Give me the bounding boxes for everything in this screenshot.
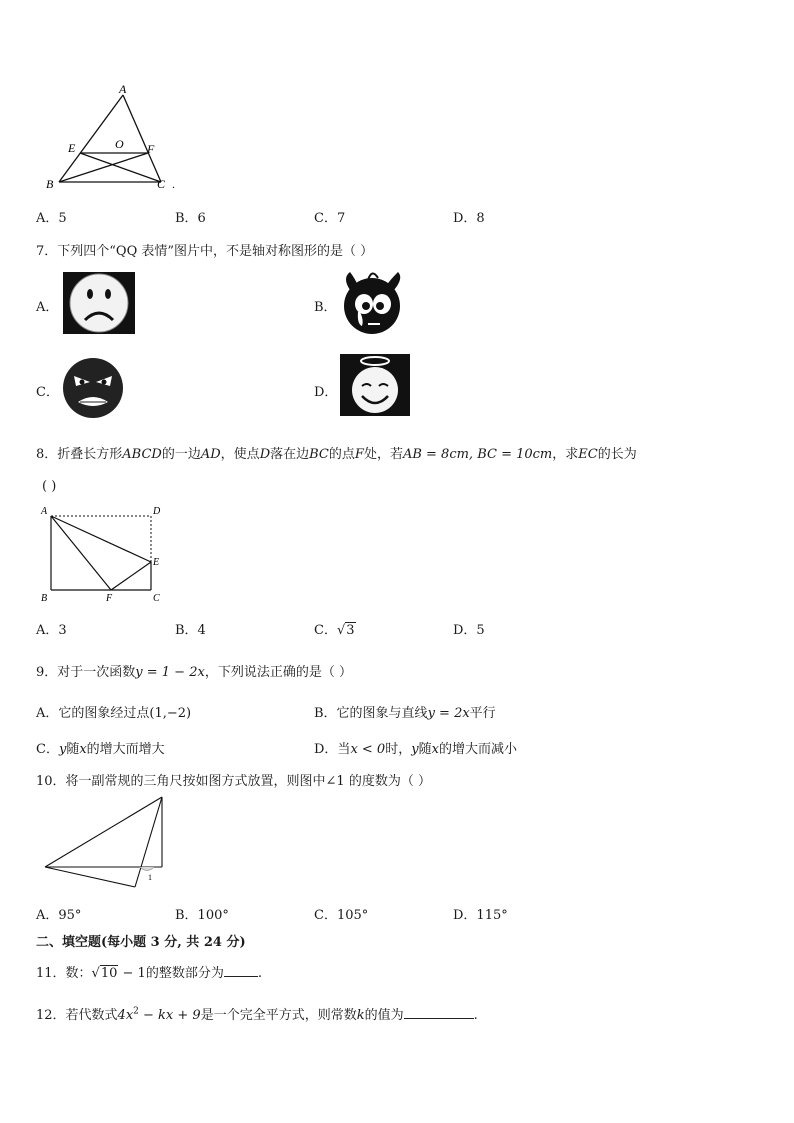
q10-option-d[interactable]: D．115° bbox=[453, 908, 508, 923]
q12-pre: 12．若代数式 bbox=[36, 1008, 118, 1023]
q12-sup: 2 bbox=[133, 1006, 139, 1017]
q11-radicand: 10 bbox=[100, 966, 118, 981]
q9-option-d-mid2: 随 bbox=[418, 742, 432, 757]
q8-label-F: F bbox=[106, 593, 113, 604]
q12-end: . bbox=[473, 1008, 478, 1023]
q12-mid: 是一个完全平方式，则常数 bbox=[200, 1008, 357, 1023]
q8-mid3: 落在边 bbox=[270, 447, 310, 462]
q6-label-B: B bbox=[46, 177, 54, 191]
q7-option-a-label[interactable]: A． bbox=[36, 300, 59, 315]
q9-option-d-y: y bbox=[411, 742, 419, 757]
q12-expr2: − kx + 9 bbox=[138, 1008, 201, 1023]
q10-stem: 10．将一副常规的三角尺按如图方式放置，则图中∠1 的度数为（ ） bbox=[36, 774, 431, 789]
q10-set-squares-figure bbox=[40, 790, 170, 890]
q11-post: 的整数部分为 bbox=[145, 966, 224, 981]
q9-option-d[interactable] bbox=[314, 738, 517, 757]
q8-option-b[interactable]: B．4 bbox=[175, 623, 206, 638]
q6-label-O: O bbox=[115, 137, 124, 151]
q8-tail: 的长为 bbox=[597, 447, 637, 462]
q6-label-dot: . bbox=[172, 177, 175, 191]
q9-option-d-x: x bbox=[431, 742, 439, 757]
q12-expr1: 4x bbox=[117, 1008, 134, 1023]
q11-end: . bbox=[257, 966, 262, 981]
q6-option-b[interactable]: B．6 bbox=[175, 211, 206, 226]
q12-k: k bbox=[356, 1008, 365, 1023]
q8-label-B: B bbox=[41, 593, 48, 604]
q9-option-d-mid: 时， bbox=[385, 742, 412, 757]
q8-option-a[interactable]: A．3 bbox=[36, 623, 67, 638]
q9-option-b-text: B．它的图象与直线 bbox=[314, 706, 428, 721]
q9-option-c[interactable] bbox=[36, 738, 165, 757]
q11 bbox=[36, 962, 262, 981]
q12-answer-blank[interactable] bbox=[404, 1006, 474, 1019]
q10-option-a[interactable]: A．95° bbox=[36, 908, 82, 923]
q8-sqrt-value: 3 bbox=[346, 623, 355, 638]
q6-label-F: F bbox=[147, 142, 155, 156]
q9-option-d-post: 的增大而减小 bbox=[438, 742, 517, 757]
q8-label-D: D bbox=[153, 506, 161, 517]
q8-option-c-label: C． bbox=[314, 623, 337, 638]
q9-function: y = 1 − 2x bbox=[135, 665, 205, 680]
q8-mid2: ，使点 bbox=[220, 447, 260, 462]
q8-mid6: ，求 bbox=[552, 447, 579, 462]
q6-triangle-figure bbox=[40, 80, 190, 195]
q12-post: 的值为 bbox=[364, 1008, 404, 1023]
q8-label-C: C bbox=[153, 593, 160, 604]
q8-cond: AB = 8cm, BC = 10cm bbox=[402, 447, 553, 462]
q6-option-c[interactable]: C．7 bbox=[314, 211, 346, 226]
q7-option-d-label[interactable]: D． bbox=[314, 385, 338, 400]
q11-answer-blank[interactable] bbox=[224, 964, 258, 977]
q9-option-a[interactable] bbox=[36, 702, 191, 721]
q8-ad: AD bbox=[200, 447, 221, 462]
q8-mid5: 处，若 bbox=[363, 447, 403, 462]
q9-option-a-text: A．它的图象经过点 bbox=[36, 706, 150, 721]
sqrt-icon: √ bbox=[336, 623, 346, 638]
q8-stem-pre: 8．折叠长方形 bbox=[36, 447, 123, 462]
q8-answer-paren: ( ) bbox=[42, 479, 57, 494]
q8-label-A: A bbox=[41, 506, 48, 517]
angel-face-icon[interactable] bbox=[340, 354, 410, 416]
sqrt-icon: √ bbox=[91, 966, 100, 981]
q8-bc: BC bbox=[309, 447, 329, 462]
section-heading: 二、填空题(每小题 3 分, 共 24 分) bbox=[36, 935, 246, 950]
q9-option-c-y: y bbox=[58, 742, 67, 757]
q8-option-d[interactable]: D．5 bbox=[453, 623, 485, 638]
q8-label-E: E bbox=[153, 557, 160, 568]
q7-option-b-label[interactable]: B． bbox=[314, 300, 337, 315]
q12 bbox=[36, 1004, 478, 1023]
q7-option-c-label[interactable]: C． bbox=[36, 385, 59, 400]
q8-stem bbox=[36, 443, 637, 462]
q11-pre: 11．数： bbox=[36, 966, 92, 981]
q9-option-b[interactable] bbox=[314, 702, 496, 721]
q9-option-d-cond: x < 0 bbox=[350, 742, 386, 757]
q10-option-b[interactable]: B．100° bbox=[175, 908, 229, 923]
q8-ec: EC bbox=[578, 447, 598, 462]
q6-label-E: E bbox=[68, 141, 76, 155]
q9-option-d-label: D．当 bbox=[314, 742, 351, 757]
q9-option-b-line: y = 2x bbox=[427, 706, 470, 721]
sad-face-icon[interactable] bbox=[63, 272, 135, 334]
q9-stem-pre: 9．对于一次函数 bbox=[36, 665, 136, 680]
q8-mid1: 的一边 bbox=[161, 447, 201, 462]
q6-label-C: C bbox=[157, 177, 166, 191]
q6-option-d[interactable]: D．8 bbox=[453, 211, 485, 226]
q6-option-a[interactable]: A．5 bbox=[36, 211, 67, 226]
q8-rectangle-figure bbox=[36, 504, 171, 606]
q9-option-c-post: 的增大而增大 bbox=[86, 742, 165, 757]
q9-stem bbox=[36, 661, 352, 680]
q8-f: F bbox=[354, 447, 364, 462]
q9-option-a-point: (1,−2) bbox=[149, 706, 192, 721]
angry-face-icon[interactable] bbox=[60, 356, 126, 420]
q6-label-A: A bbox=[119, 82, 127, 96]
q9-option-c-label: C． bbox=[36, 742, 59, 757]
q8-d: D bbox=[259, 447, 271, 462]
q8-rect: ABCD bbox=[122, 447, 162, 462]
q7-stem: 7．下列四个“QQ 表情”图片中，不是轴对称图形的是（ ） bbox=[36, 244, 374, 259]
q10-angle-label: 1 bbox=[148, 873, 152, 882]
crying-face-icon[interactable] bbox=[338, 268, 408, 336]
q11-minus: − 1 bbox=[118, 966, 146, 981]
q9-option-c-x: x bbox=[79, 742, 87, 757]
q8-mid4: 的点 bbox=[328, 447, 355, 462]
q9-option-c-mid: 随 bbox=[66, 742, 80, 757]
q10-option-c[interactable]: C．105° bbox=[314, 908, 369, 923]
q9-stem-post: ，下列说法正确的是（ ） bbox=[204, 665, 352, 680]
q9-option-b-post: 平行 bbox=[469, 706, 496, 721]
q8-option-c[interactable] bbox=[314, 619, 356, 638]
